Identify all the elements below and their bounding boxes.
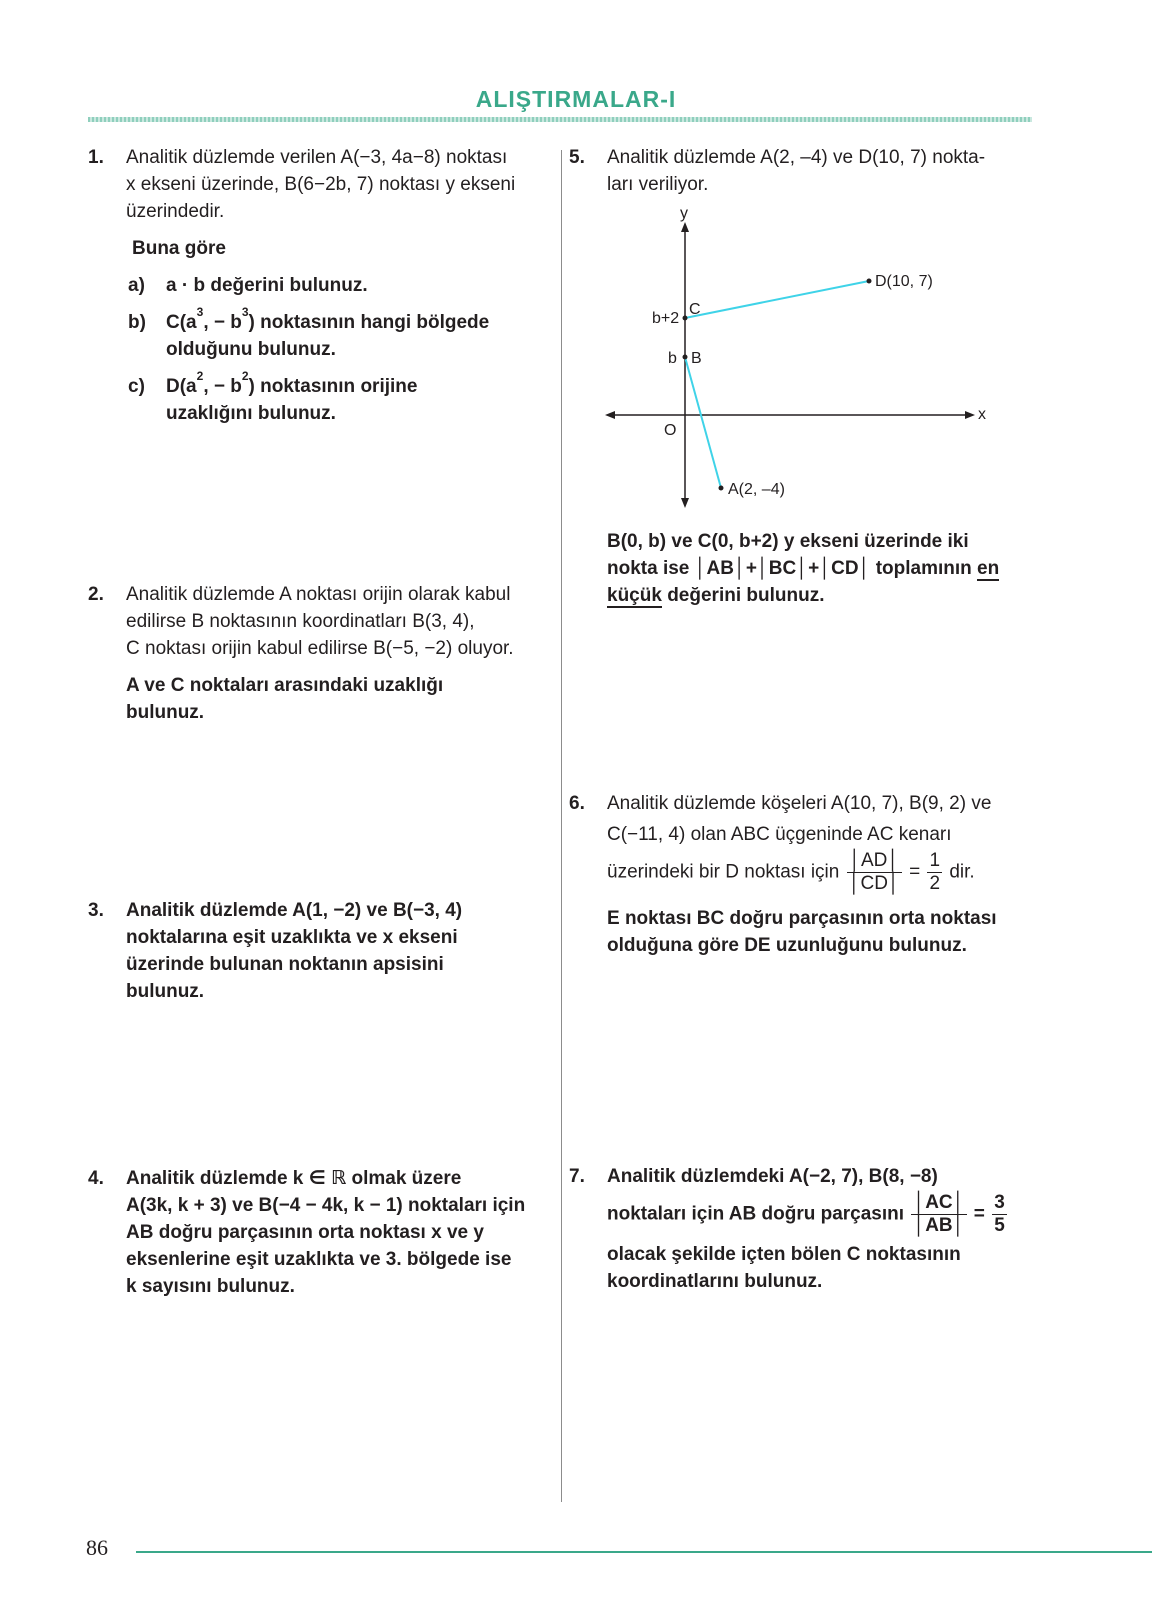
question-text-line: A(3k, k + 3) ve B(−4 − 4k, k − 1) noktaları için [126, 1195, 526, 1216]
footer-rule [136, 1551, 1152, 1553]
sub-question-b [126, 305, 515, 363]
x-axis-label: x [978, 406, 986, 423]
point-c [683, 316, 688, 321]
ratio-fraction: $\frac{│AC│}{│AB│}$ [913, 1192, 965, 1236]
question-number: 4. [88, 1168, 104, 1189]
question-text-line: Analitik düzlemde k ∈ ℝ olmak üzere [126, 1168, 462, 1189]
question-text-line: Analitik düzlemdeki A(−2, 7), B(8, −8) [607, 1166, 938, 1187]
question-text-line: Analitik düzlemde verilen A(−3, 4a−8) noktası [126, 147, 508, 168]
question-text-line: edilirse B noktasının koordinatları B(3, 4), [126, 611, 475, 632]
question-number: 3. [88, 900, 104, 921]
sub-label: a) [128, 275, 145, 296]
question-text-line: eksenlerine eşit uzaklıkta ve 3. bölgede ise [126, 1249, 512, 1270]
question-text-line: bulunuz. [126, 981, 205, 1002]
point-d-label: D(10, 7) [875, 273, 933, 290]
page-number: 86 [86, 1535, 108, 1560]
question-text-line: üzerindeki bir D noktası için $\frac{│AD│}{│CD│}$ = $\frac{1}{2}$ dir. [607, 850, 975, 894]
question-text-line: ları veriliyor. [607, 174, 709, 195]
question-text-line: C noktası orijin kabul edilirse B(−5, −2) oluyor. [126, 638, 514, 659]
page-title: ALIŞTIRMALAR-I [475, 86, 677, 112]
segment-cd [685, 281, 869, 318]
question-prompt: E noktası BC doğru parçasının orta noktası [607, 908, 997, 929]
question-prompt: nokta ise │AB│+│BC│+│CD│ toplamının en [607, 558, 1000, 579]
sub-label: c) [128, 376, 145, 397]
ratio-value: $\frac{1}{2}$ [929, 850, 941, 894]
ratio-value: $\frac{3}{5}$ [994, 1192, 1005, 1236]
question-text-line: Analitik düzlemde köşeleri A(10, 7), B(9, 2) ve [607, 793, 992, 814]
ratio-fraction: $\frac{│AD│}{│CD│}$ [848, 850, 900, 894]
question-prompt: B(0, b) ve C(0, b+2) y ekseni üzerinde iki [607, 531, 969, 552]
question-lead: Buna göre [132, 238, 226, 259]
point-c-label: C [689, 301, 701, 318]
point-b-label: B [691, 350, 702, 367]
question-number: 7. [569, 1166, 585, 1187]
sub-text: $C(a^3$, − $b^3$) noktasının hangi bölgede [166, 305, 490, 333]
point-d [867, 279, 872, 284]
question-prompt: A ve C noktaları arasındaki uzaklığı [126, 675, 444, 696]
question-prompt: olduğuna göre DE uzunluğunu bulunuz. [607, 935, 967, 956]
question-text-line: üzerinde bulunan noktanın apsisini [126, 954, 444, 975]
segment-ab [685, 357, 721, 488]
sub-text: $D(a^2$, − $b^2$) noktasının orijine [166, 369, 418, 397]
question-text-line: k sayısını bulunuz. [126, 1276, 295, 1297]
sub-text: uzaklığını bulunuz. [166, 403, 336, 424]
origin-label: O [664, 422, 677, 439]
b-tick-label: b [668, 350, 677, 367]
question-text-line: C(−11, 4) olan ABC üçgeninde AC kenarı [607, 824, 952, 845]
question-5-prompt [607, 528, 1047, 609]
question-text-line: koordinatlarını bulunuz. [607, 1271, 823, 1292]
question-text-line: noktalarına eşit uzaklıkta ve x ekseni [126, 927, 458, 948]
question-text-line: olacak şekilde içten bölen C noktasının [607, 1244, 961, 1265]
question-text-line: Analitik düzlemde A(2, –4) ve D(10, 7) nokta- [607, 147, 986, 168]
question-number: 1. [88, 147, 104, 168]
point-a-label: A(2, –4) [728, 481, 785, 498]
question-text-line: AB doğru parçasının orta noktası x ve y [126, 1222, 484, 1243]
question-number: 2. [88, 584, 104, 605]
question-number: 5. [569, 147, 585, 168]
question-text-line: x ekseni üzerinde, B(6−2b, 7) noktası y ekseni [126, 174, 516, 195]
column-divider [561, 150, 562, 1502]
coordinate-diagram [600, 205, 1000, 510]
sub-text: olduğunu bulunuz. [166, 339, 336, 360]
y-axis-label: y [680, 205, 688, 222]
question-prompt: bulunuz. [126, 702, 205, 723]
c-tick-label: b+2 [652, 310, 680, 327]
sub-text: a · b değerini bulunuz. [166, 275, 368, 296]
sub-label: b) [128, 312, 146, 333]
question-number: 6. [569, 793, 585, 814]
point-b [683, 355, 688, 360]
point-a [719, 486, 724, 491]
sub-question-c [126, 369, 515, 427]
question-text-line: noktaları için AB doğru parçasını $\frac{│AC│}{│AB│}$ = $\frac{3}{5}$ [607, 1192, 1005, 1236]
title-underline [88, 117, 1032, 122]
question-prompt: küçük değerini bulunuz. [607, 585, 825, 606]
question-text-line: Analitik düzlemde A noktası orijin olarak kabul [126, 584, 511, 605]
question-text-line: üzerindedir. [126, 201, 225, 222]
sub-question-a [126, 272, 515, 299]
question-text-line: Analitik düzlemde A(1, −2) ve B(−3, 4) [126, 900, 463, 921]
